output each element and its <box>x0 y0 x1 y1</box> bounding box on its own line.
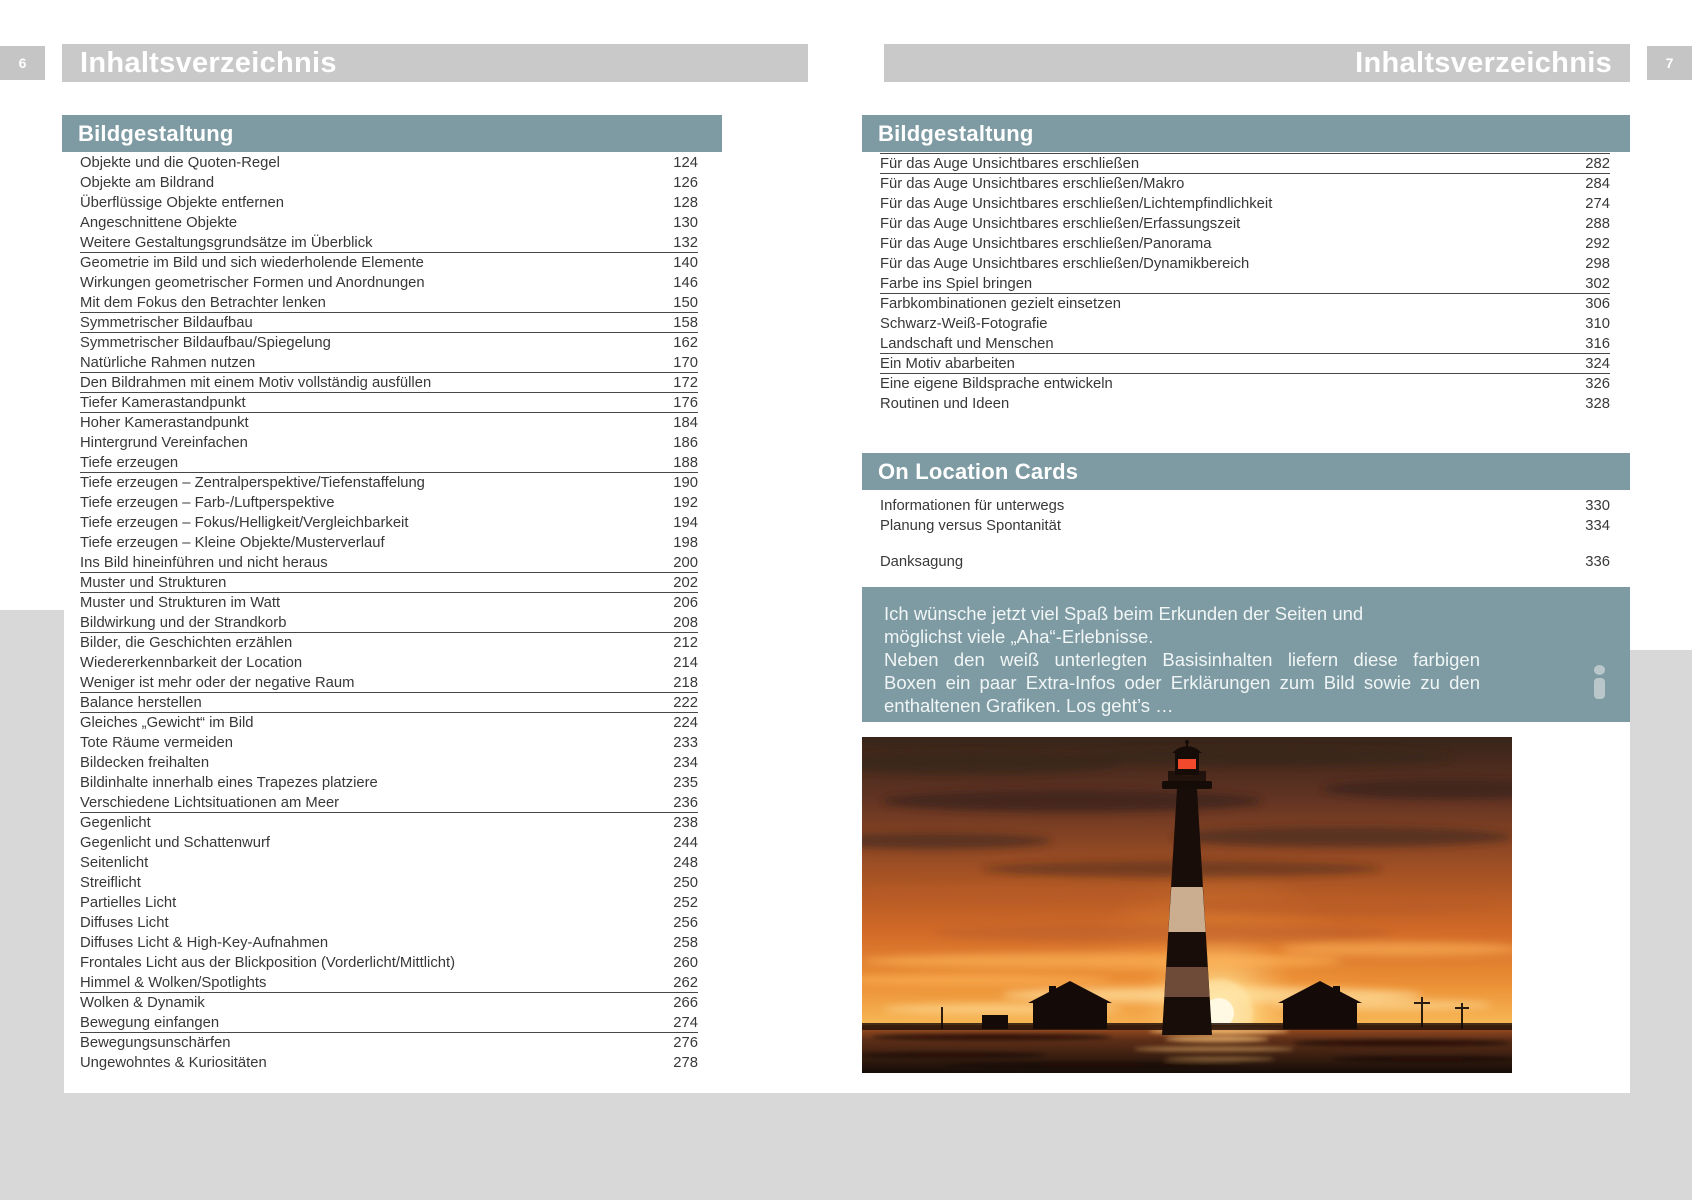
entry-label: Hoher Kamerastandpunkt <box>80 415 249 431</box>
entry-page-number: 274 <box>673 1015 698 1031</box>
entry-label: Symmetrischer Bildaufbau/Spiegelung <box>80 335 331 351</box>
entry-label: Partielles Licht <box>80 895 177 911</box>
entry-page-number: 306 <box>1585 296 1610 312</box>
info-icon <box>1594 665 1606 699</box>
toc-entry <box>80 313 698 333</box>
toc-entry <box>80 213 698 233</box>
entry-page-number: 278 <box>673 1055 698 1071</box>
toc-entry <box>880 374 1610 394</box>
toc-entry <box>80 293 698 313</box>
toc-entry <box>80 553 698 573</box>
entry-page-number: 256 <box>673 915 698 931</box>
entry-page-number: 188 <box>673 455 698 471</box>
entry-page-number: 202 <box>673 575 698 591</box>
entry-page-number: 235 <box>673 775 698 791</box>
entry-label: Farbe ins Spiel bringen <box>880 276 1033 292</box>
toc-entry <box>80 873 698 893</box>
entry-label: Objekte am Bildrand <box>80 175 215 191</box>
entry-label: Eine eigene Bildsprache entwickeln <box>880 376 1113 392</box>
toc-entry <box>880 394 1610 414</box>
toc-entry <box>80 833 698 853</box>
toc-entry <box>80 1033 698 1053</box>
entry-label: Weniger ist mehr oder der negative Raum <box>80 675 355 691</box>
entry-page-number: 172 <box>673 375 698 391</box>
toc-entry <box>880 334 1610 354</box>
toc-entry <box>80 433 698 453</box>
entry-label: Natürliche Rahmen nutzen <box>80 355 256 371</box>
entry-label: Symmetrischer Bildaufbau <box>80 315 253 331</box>
entry-page-number: 324 <box>1585 356 1610 372</box>
entry-page-number: 222 <box>673 695 698 711</box>
page-header-left: Inhaltsverzeichnis <box>62 44 808 82</box>
entry-page-number: 214 <box>673 655 698 671</box>
toc-entry <box>80 533 698 553</box>
toc-list-right-on-location-cards <box>880 496 1610 572</box>
entry-page-number: 192 <box>673 495 698 511</box>
toc-entry <box>80 413 698 433</box>
toc-list-left <box>80 153 698 1073</box>
entry-label: Für das Auge Unsichtbares erschließen/Panorama <box>880 236 1212 252</box>
toc-entry <box>80 613 698 633</box>
entry-page-number: 212 <box>673 635 698 651</box>
entry-page-number: 276 <box>673 1035 698 1051</box>
entry-label: Weitere Gestaltungsgrundsätze im Überblick <box>80 235 373 251</box>
entry-page-number: 274 <box>1585 196 1610 212</box>
entry-page-number: 198 <box>673 535 698 551</box>
info-icon-dot <box>1594 665 1605 675</box>
entry-label: Angeschnittene Objekte <box>80 215 238 231</box>
entry-page-number: 206 <box>673 595 698 611</box>
entry-label: Muster und Strukturen im Watt <box>80 595 281 611</box>
entry-page-number: 334 <box>1585 518 1610 534</box>
entry-page-number: 248 <box>673 855 698 871</box>
entry-page-number: 224 <box>673 715 698 731</box>
section-header-bildgestaltung-left: Bildgestaltung <box>62 115 722 152</box>
entry-label: Wirkungen geometrischer Formen und Anordnungen <box>80 275 425 291</box>
entry-page-number: 132 <box>673 235 698 251</box>
toc-entry <box>80 173 698 193</box>
entry-label: Farbkombinationen gezielt einsetzen <box>880 296 1122 312</box>
toc-entry <box>880 314 1610 334</box>
entry-page-number: 298 <box>1585 256 1610 272</box>
toc-entry <box>80 953 698 973</box>
section-header-bildgestaltung-right: Bildgestaltung <box>862 115 1630 152</box>
entry-label: Himmel & Wolken/Spotlights <box>80 975 267 991</box>
entry-page-number: 288 <box>1585 216 1610 232</box>
entry-page-number: 186 <box>673 435 698 451</box>
entry-label: Planung versus Spontanität <box>880 518 1061 534</box>
toc-entry <box>880 174 1610 194</box>
toc-entry <box>80 513 698 533</box>
toc-entry <box>80 273 698 293</box>
toc-entry <box>80 573 698 593</box>
toc-entry <box>80 713 698 733</box>
entry-label: Tiefe erzeugen – Zentralperspektive/Tiefenstaffelung <box>80 475 425 491</box>
entry-label: Tote Räume vermeiden <box>80 735 233 751</box>
entry-page-number: 126 <box>673 175 698 191</box>
entry-label: Bildinhalte innerhalb eines Trapezes platziere <box>80 775 378 791</box>
entry-label: Verschiedene Lichtsituationen am Meer <box>80 795 340 811</box>
toc-entry <box>80 333 698 353</box>
info-box-line: Neben den weiß unterlegten Basisinhalten liefern diese farbigen <box>884 649 1480 670</box>
entry-page-number: 200 <box>673 555 698 571</box>
toc-entry <box>880 154 1610 174</box>
entry-label: Tiefe erzeugen – Fokus/Helligkeit/Vergleichbarkeit <box>80 515 409 531</box>
toc-entry <box>80 813 698 833</box>
toc-entry <box>880 354 1610 374</box>
page-header-right: Inhaltsverzeichnis <box>884 44 1630 82</box>
entry-page-number: 250 <box>673 875 698 891</box>
entry-label: Für das Auge Unsichtbares erschließen <box>880 156 1140 172</box>
entry-label: Tiefe erzeugen – Farb-/Luftperspektive <box>80 495 335 511</box>
entry-label: Gegenlicht <box>80 815 151 831</box>
entry-page-number: 124 <box>673 155 698 171</box>
entry-page-number: 176 <box>673 395 698 411</box>
entry-page-number: 310 <box>1585 316 1610 332</box>
entry-page-number: 328 <box>1585 396 1610 412</box>
info-box-line: möglichst viele „Aha“-Erlebnisse. <box>884 626 1154 647</box>
toc-entry <box>80 633 698 653</box>
entry-label: Frontales Licht aus der Blickposition (Vorderlicht/Mittlicht) <box>80 955 456 971</box>
entry-page-number: 262 <box>673 975 698 991</box>
entry-label: Für das Auge Unsichtbares erschließen/Erfassungszeit <box>880 216 1241 232</box>
scan-background-right <box>1630 650 1692 1200</box>
toc-entry <box>880 234 1610 254</box>
toc-entry <box>880 294 1610 314</box>
entry-label: Bewegung einfangen <box>80 1015 220 1031</box>
entry-label: Bewegungsunschärfen <box>80 1035 231 1051</box>
entry-label: Wolken & Dynamik <box>80 995 205 1011</box>
entry-page-number: 140 <box>673 255 698 271</box>
toc-entry <box>80 913 698 933</box>
toc-entry <box>80 753 698 773</box>
entry-label: Diffuses Licht <box>80 915 169 931</box>
entry-page-number: 238 <box>673 815 698 831</box>
toc-entry <box>880 254 1610 274</box>
entry-label: Für das Auge Unsichtbares erschließen/Lichtempfindlichkeit <box>880 196 1273 212</box>
entry-page-number: 234 <box>673 755 698 771</box>
entry-label: Bilder, die Geschichten erzählen <box>80 635 293 651</box>
entry-page-number: 150 <box>673 295 698 311</box>
toc-entry <box>80 393 698 413</box>
entry-label: Den Bildrahmen mit einem Motiv vollständig ausfüllen <box>80 375 432 391</box>
entry-page-number: 284 <box>1585 176 1610 192</box>
entry-label: Muster und Strukturen <box>80 575 227 591</box>
entry-label: Überflüssige Objekte entfernen <box>80 195 284 211</box>
entry-page-number: 184 <box>673 415 698 431</box>
page-number-tab-right: 7 <box>1647 46 1692 80</box>
info-box-line: Ich wünsche jetzt viel Spaß beim Erkunden der Seiten und <box>884 603 1364 624</box>
entry-label: Objekte und die Quoten-Regel <box>80 155 280 171</box>
entry-label: Gegenlicht und Schattenwurf <box>80 835 271 851</box>
entry-page-number: 158 <box>673 315 698 331</box>
info-box-line: Boxen ein paar Extra-Infos oder Erklärungen zum Bild sowie zu den <box>884 672 1480 693</box>
entry-page-number: 260 <box>673 955 698 971</box>
toc-entry <box>880 552 1610 572</box>
entry-page-number: 282 <box>1585 156 1610 172</box>
entry-label: Routinen und Ideen <box>880 396 1010 412</box>
entry-label: Danksagung <box>880 554 964 570</box>
toc-entry <box>80 453 698 473</box>
toc-entry <box>80 593 698 613</box>
toc-entry <box>80 693 698 713</box>
page-number-tab-left: 6 <box>0 46 45 80</box>
entry-label: Seitenlicht <box>80 855 149 871</box>
info-box-line: enthaltenen Grafiken. Los geht’s … <box>884 695 1174 716</box>
entry-page-number: 292 <box>1585 236 1610 252</box>
entry-label: Wiedererkennbarkeit der Location <box>80 655 303 671</box>
toc-entry <box>880 516 1610 536</box>
entry-label: Tiefe erzeugen <box>80 455 179 471</box>
entry-label: Streiflicht <box>80 875 141 891</box>
toc-entry <box>80 373 698 393</box>
entry-page-number: 258 <box>673 935 698 951</box>
info-box <box>862 587 1630 722</box>
toc-entry <box>80 233 698 253</box>
entry-label: Diffuses Licht & High-Key-Aufnahmen <box>80 935 329 951</box>
entry-label: Ungewohntes & Kuriositäten <box>80 1055 267 1071</box>
section-header-on-location-cards: On Location Cards <box>862 453 1630 490</box>
toc-entry <box>80 933 698 953</box>
entry-page-number: 146 <box>673 275 698 291</box>
entry-label: Tiefe erzeugen – Kleine Objekte/Musterverlauf <box>80 535 385 551</box>
toc-entry <box>80 653 698 673</box>
scan-background-bottom <box>0 1093 1692 1200</box>
entry-label: Geometrie im Bild und sich wiederholende Elemente <box>80 255 424 271</box>
entry-label: Ein Motiv abarbeiten <box>880 356 1015 372</box>
toc-entry <box>880 496 1610 516</box>
entry-page-number: 194 <box>673 515 698 531</box>
entry-page-number: 170 <box>673 355 698 371</box>
entry-page-number: 316 <box>1585 336 1610 352</box>
toc-entry <box>80 493 698 513</box>
toc-entry <box>80 973 698 993</box>
toc-entry <box>80 253 698 273</box>
entry-page-number: 236 <box>673 795 698 811</box>
toc-entry <box>80 473 698 493</box>
toc-entry <box>80 773 698 793</box>
entry-page-number: 302 <box>1585 276 1610 292</box>
entry-label: Schwarz-Weiß-Fotografie <box>880 316 1048 332</box>
entry-label: Ins Bild hineinführen und nicht heraus <box>80 555 328 571</box>
entry-label: Bildecken freihalten <box>80 755 210 771</box>
entry-label: Für das Auge Unsichtbares erschließen/Dynamikbereich <box>880 256 1250 272</box>
lighthouse-sunset-illustration <box>862 737 1512 1073</box>
toc-entry <box>80 733 698 753</box>
info-icon-stem <box>1594 678 1605 699</box>
toc-entry <box>80 793 698 813</box>
entry-page-number: 190 <box>673 475 698 491</box>
lighthouse-sunset-photo <box>862 737 1512 1073</box>
entry-page-number: 128 <box>673 195 698 211</box>
entry-label: Balance herstellen <box>80 695 202 711</box>
toc-entry <box>80 673 698 693</box>
toc-entry <box>80 1013 698 1033</box>
entry-label: Mit dem Fokus den Betrachter lenken <box>80 295 326 311</box>
info-box-text <box>884 602 1480 717</box>
entry-label: Landschaft und Menschen <box>880 336 1054 352</box>
entry-page-number: 218 <box>673 675 698 691</box>
entry-label: Hintergrund Vereinfachen <box>80 435 248 451</box>
entry-label: Bildwirkung und der Strandkorb <box>80 615 287 631</box>
entry-page-number: 336 <box>1585 554 1610 570</box>
entry-page-number: 244 <box>673 835 698 851</box>
entry-label: Gleiches „Gewicht“ im Bild <box>80 715 254 731</box>
entry-label: Informationen für unterwegs <box>880 498 1065 514</box>
entry-page-number: 330 <box>1585 498 1610 514</box>
toc-list-right-bildgestaltung <box>880 153 1610 414</box>
toc-entry <box>80 853 698 873</box>
entry-page-number: 233 <box>673 735 698 751</box>
entry-label: Tiefer Kamerastandpunkt <box>80 395 246 411</box>
toc-entry <box>80 893 698 913</box>
toc-entry <box>80 193 698 213</box>
entry-page-number: 130 <box>673 215 698 231</box>
toc-entry <box>80 353 698 373</box>
entry-page-number: 208 <box>673 615 698 631</box>
toc-entry <box>80 993 698 1013</box>
entry-label: Für das Auge Unsichtbares erschließen/Makro <box>880 176 1185 192</box>
toc-entry <box>80 1053 698 1073</box>
entry-page-number: 266 <box>673 995 698 1011</box>
toc-entry <box>80 153 698 173</box>
toc-entry <box>880 274 1610 294</box>
entry-page-number: 162 <box>673 335 698 351</box>
toc-entry <box>880 194 1610 214</box>
toc-entry <box>880 214 1610 234</box>
entry-page-number: 326 <box>1585 376 1610 392</box>
entry-page-number: 252 <box>673 895 698 911</box>
